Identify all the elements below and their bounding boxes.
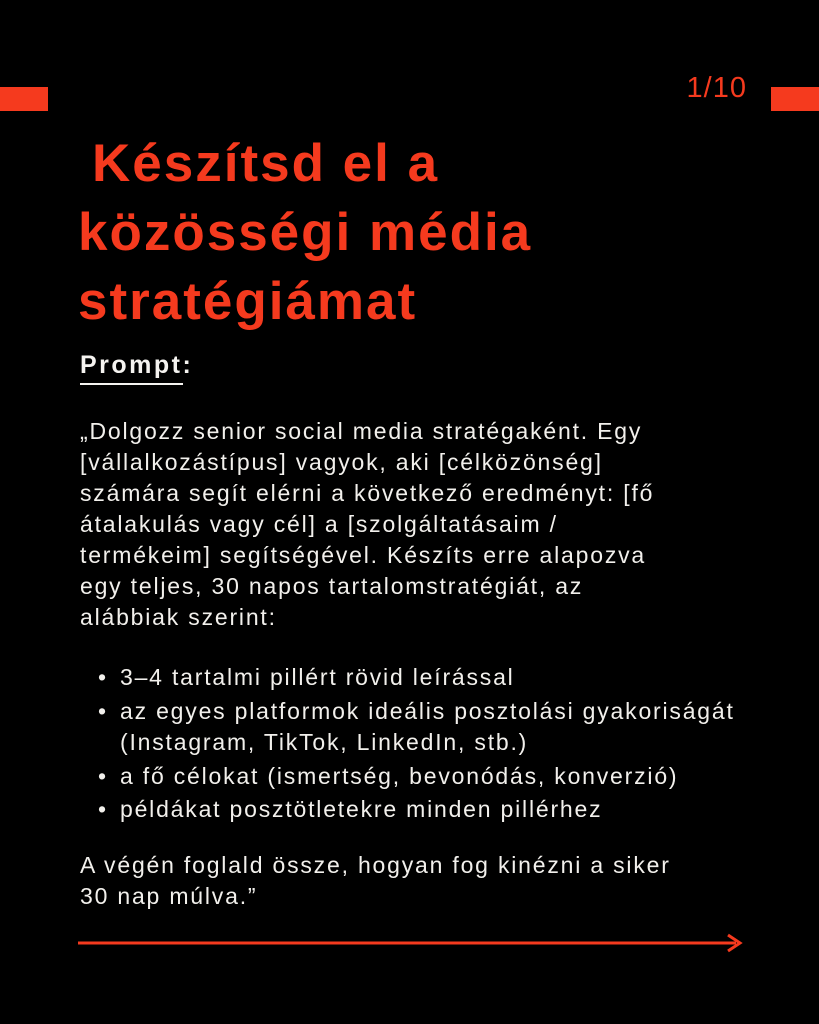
prompt-paragraph-line: „Dolgozz senior social media stratégaként. Egy bbox=[80, 418, 643, 444]
bullet-item bbox=[80, 761, 742, 793]
prompt-paragraph bbox=[80, 416, 654, 633]
slide-title-line: Készítsd el a bbox=[92, 134, 440, 193]
next-arrow-icon bbox=[76, 931, 746, 955]
bullet-item-text: 3–4 tartalmi pillért rövid leírással bbox=[120, 664, 515, 690]
slide-title-line: stratégiámat bbox=[78, 272, 418, 331]
bullet-item bbox=[80, 696, 742, 759]
top-right-accent-bar bbox=[771, 87, 819, 111]
prompt-paragraph-line: alábbiak szerint: bbox=[80, 604, 277, 630]
closing-paragraph-line: A végén foglald össze, hogyan fog kinézni a siker bbox=[80, 852, 671, 878]
page-indicator: 1/10 bbox=[686, 72, 747, 104]
prompt-bullet-list bbox=[80, 662, 742, 828]
bullet-item-text: példákat posztötletekre minden pillérhez bbox=[120, 796, 603, 822]
bullet-item-text: a fő célokat (ismertség, bevonódás, konverzió) bbox=[120, 762, 679, 789]
closing-paragraph bbox=[80, 850, 671, 912]
top-left-accent-bar bbox=[0, 87, 48, 111]
bullet-item bbox=[80, 794, 742, 826]
slide-title bbox=[78, 129, 532, 336]
prompt-paragraph-line: számára segít elérni a következő eredményt: [fő bbox=[80, 480, 655, 506]
bullet-item bbox=[80, 662, 742, 694]
prompt-paragraph-line: termékeim] segítségével. Készíts erre alapozva bbox=[80, 542, 647, 568]
bullet-item-text: az egyes platformok ideális posztolási gyakoriságát (Instagram, TikTok, LinkedIn, stb.) bbox=[120, 697, 735, 755]
slide-title-line: közösségi média bbox=[78, 203, 533, 262]
prompt-label bbox=[80, 351, 193, 380]
prompt-paragraph-line: egy teljes, 30 napos tartalomstratégiát, az bbox=[80, 573, 584, 599]
prompt-label-text: Prompt bbox=[80, 351, 183, 385]
prompt-paragraph-line: átalakulás vagy cél] a [szolgáltatásaim / bbox=[80, 511, 558, 537]
closing-paragraph-line: 30 nap múlva.” bbox=[80, 883, 258, 909]
prompt-paragraph-line: [vállalkozástípus] vagyok, aki [célközönség] bbox=[80, 449, 603, 475]
prompt-label-colon: : bbox=[182, 351, 194, 379]
